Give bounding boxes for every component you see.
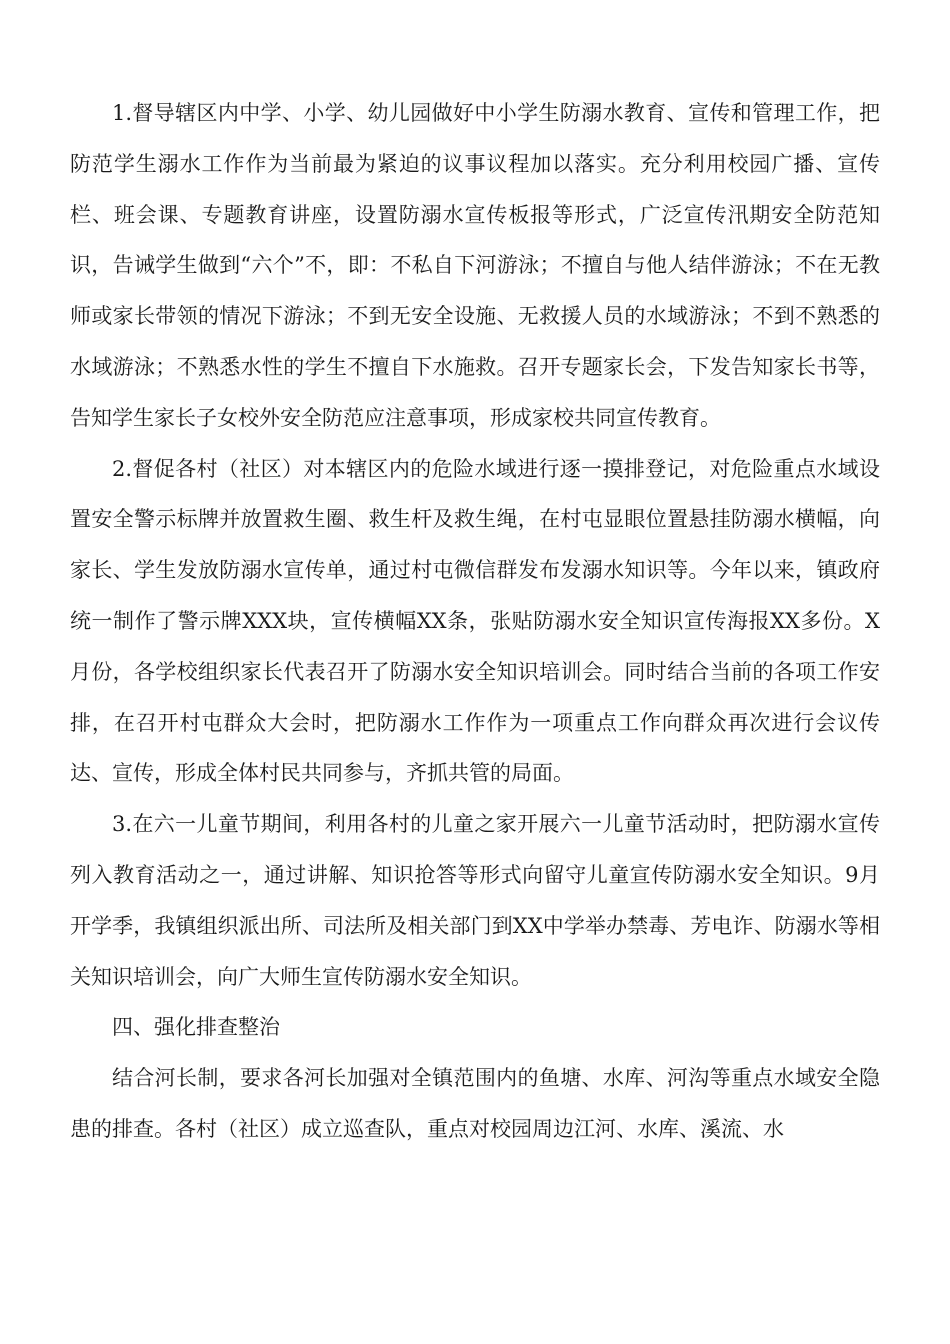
paragraph-1: 1.督导辖区内中学、小学、幼儿园做好中小学生防溺水教育、宣传和管理工作，把防范学生溺水工作作为当前最为紧迫的议事议程加以落实。充分利用校园广播、宣传栏、班会课、专题教育讲座，设置防溺水宣传板报等形式，广泛宣传汛期安全防范知识，告诫学生做到“六个”不，即：不私自下河游泳；不擅自与他人结伴游泳；不在无教师或家长带领的情况下游泳；不到无安全设施、无救援人员的水域游泳；不到不熟悉的水域游泳；不熟悉水性的学生不擅自下水施救。召开专题家长会，下发告知家长书等，告知学生家长子女校外安全防范应注意事项，形成家校共同宣传教育。 <box>70 101 880 430</box>
section-heading: 四、强化排查整治 <box>112 1015 280 1040</box>
document-body <box>70 88 880 1155</box>
paragraph-4: 结合河长制，要求各河长加强对全镇范围内的鱼塘、水库、河沟等重点水域安全隐患的排查。各村（社区）成立巡查队，重点对校园周边江河、水库、溪流、水 <box>70 1066 880 1141</box>
paragraph-3: 3.在六一儿童节期间，利用各村的儿童之家开展六一儿童节活动时，把防溺水宣传列入教育活动之一，通过讲解、知识抢答等形式向留守儿童宣传防溺水安全知识。9月开学季，我镇组织派出所、司法所及相关部门到XX中学举办禁毒、芳电诈、防溺水等相关知识培训会，向广大师生宣传防溺水安全知识。 <box>70 812 880 989</box>
paragraph-2: 2.督促各村（社区）对本辖区内的危险水域进行逐一摸排登记，对危险重点水域设置安全警示标牌并放置救生圈、救生杆及救生绳，在村屯显眼位置悬挂防溺水横幅，向家长、学生发放防溺水宣传单，通过村屯微信群发布发溺水知识等。今年以来，镇政府统一制作了警示牌XXX块，宣传横幅XX条，张贴防溺水安全知识宣传海报XX多份。X月份，各学校组织家长代表召开了防溺水安全知识培训会。同时结合当前的各项工作安排，在召开村屯群众大会时，把防溺水工作作为一项重点工作向群众再次进行会议传达、宣传，形成全体村民共同参与，齐抓共管的局面。 <box>70 456 880 786</box>
